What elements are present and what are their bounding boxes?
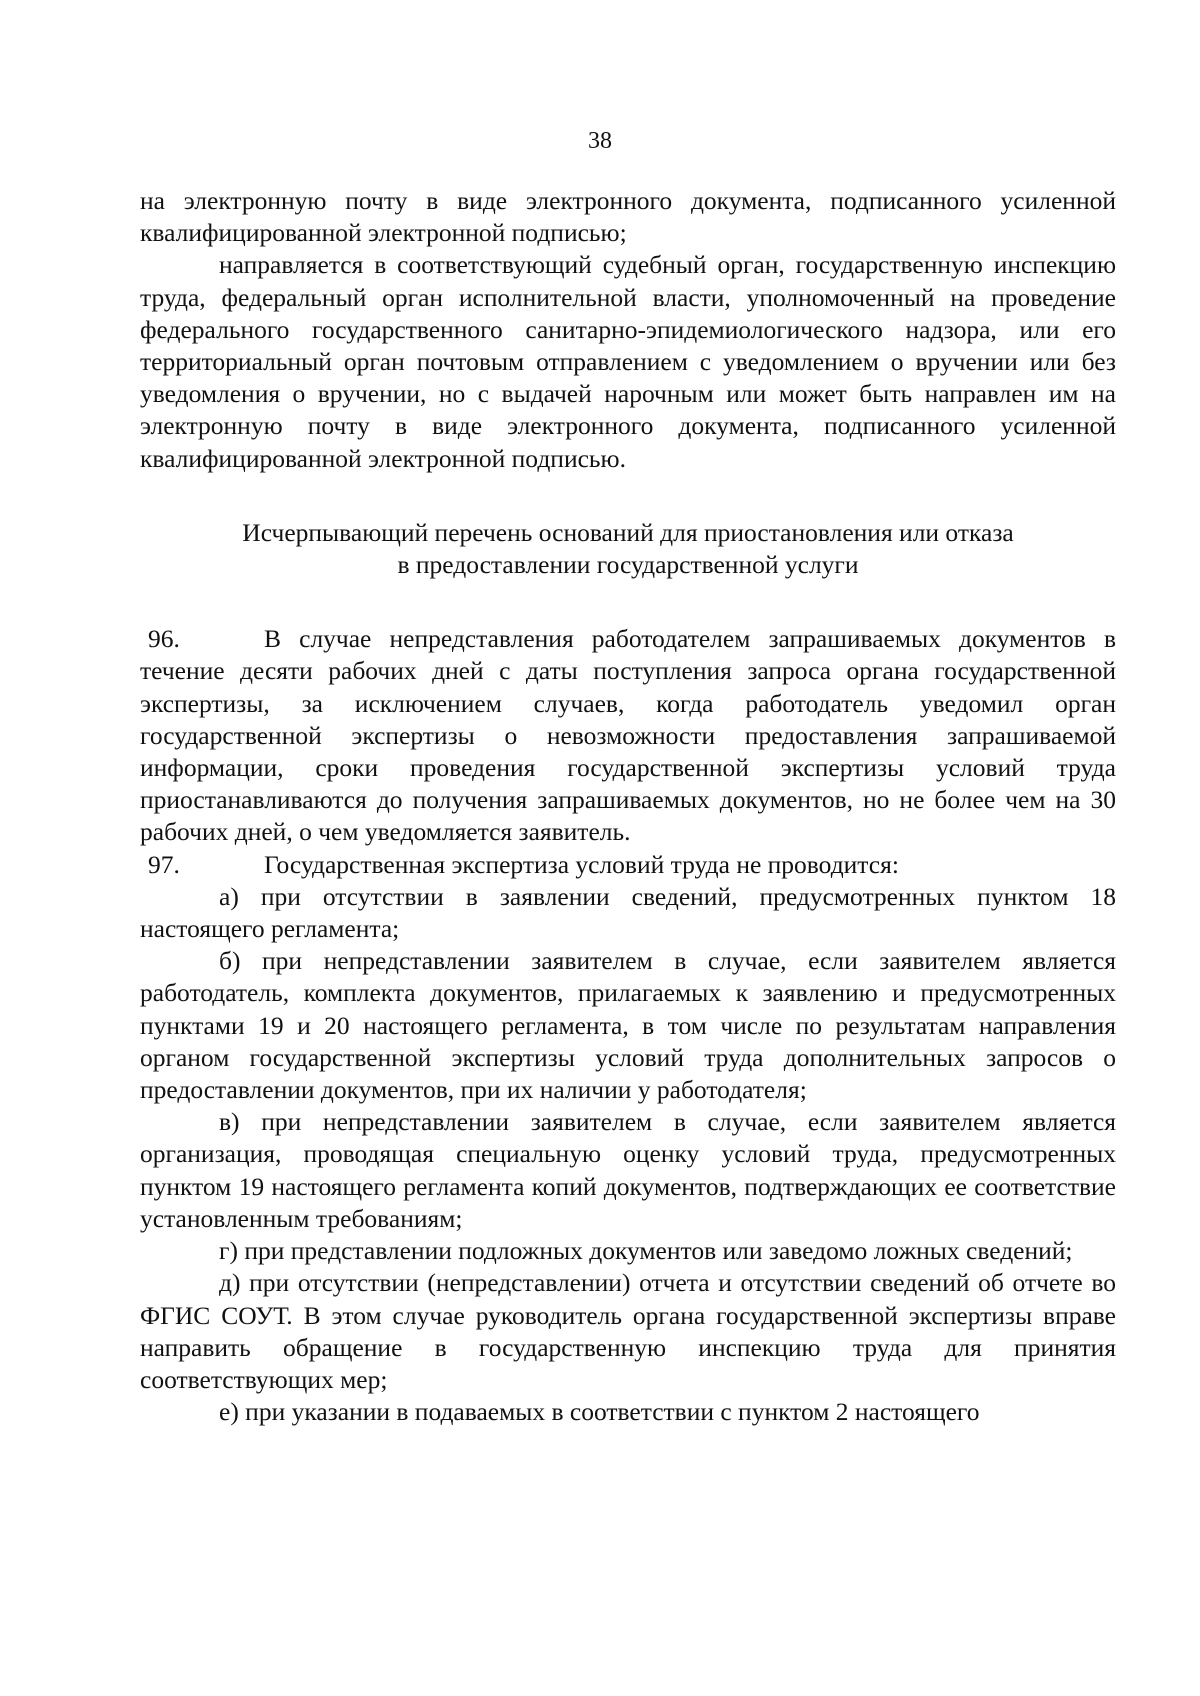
item-96-text: В случае непредставления работодателем запрашиваемых документов в течение десяти рабочих дней с даты поступления запроса органа государственной экспертизы, за исключением случаев, когда работодатель уведомил орган государственной экспертизы о невозможности предоставления запрашиваемой информации, сроки проведения государственной экспертизы условий труда приостанавливаются до получения запрашиваемых документов, но не более чем на 30 рабочих дней, о чем уведомляется заявитель.	[140, 624, 1116, 847]
subitem-v: в) при непредставлении заявителем в случае, если заявителем является организация, проводящая специальную оценку условий труда, предусмотренных пунктом 19 настоящего регламента копий документов, подтверждающих ее соответствие установленным требованиям;	[140, 1107, 1116, 1233]
item-97-number: 97.	[148, 849, 180, 879]
document-body	[140, 185, 1116, 1428]
subitem-e: е) при указании в подаваемых в соответствии с пунктом 2 настоящего	[219, 1397, 980, 1427]
section-heading-line-1: Исчерпывающий перечень оснований для приостановления или отказа	[242, 517, 1014, 547]
page-number: 38	[588, 128, 612, 154]
item-97-text: Государственная экспертиза условий труда не проводится:	[264, 849, 899, 879]
subitem-g: г) при представлении подложных документов или заведомо ложных сведений;	[219, 1236, 1073, 1266]
item-96-number: 96.	[148, 624, 180, 654]
item-97	[140, 849, 1116, 881]
subitem-d: д) при отсутствии (непредставлении) отчета и отсутствии сведений об отчете во ФГИС СОУТ. В этом случае руководитель органа государственной экспертизы вправе направить обращение в государственную инспекцию труда для принятия соответствующих мер;	[140, 1268, 1116, 1394]
subitem-b: б) при непредставлении заявителем в случае, если заявителем является работодатель, комплекта документов, прилагаемых к заявлению и предусмотренных пунктами 19 и 20 настоящего регламента, в том числе по результатам направления органом государственной экспертизы условий труда дополнительных запросов о предоставлении документов, при их наличии у работодателя;	[140, 946, 1116, 1105]
item-96	[140, 623, 1116, 848]
section-heading-line-2: в предоставлении государственной услуги	[397, 550, 859, 580]
subitem-a: а) при отсутствии в заявлении сведений, предусмотренных пунктом 18 настоящего регламента;	[140, 881, 1116, 944]
section-heading	[140, 517, 1116, 581]
paragraph-sending: направляется в соответствующий судебный орган, государственную инспекцию труда, федеральный орган исполнительной власти, уполномоченный на проведение федерального государственного санитарно-эпидемиологического надзора, или его территориальный орган почтовым отправлением с уведомлением о вручении или без уведомления о вручении, но с выдачей нарочным или может быть направлен им на электронную почту в виде электронного документа, подписанного усиленной квалифицированной электронной подписью.	[140, 250, 1116, 473]
paragraph-continuation: на электронную почту в виде электронного документа, подписанного усиленной квалифицированной электронной подписью;	[140, 186, 1116, 248]
